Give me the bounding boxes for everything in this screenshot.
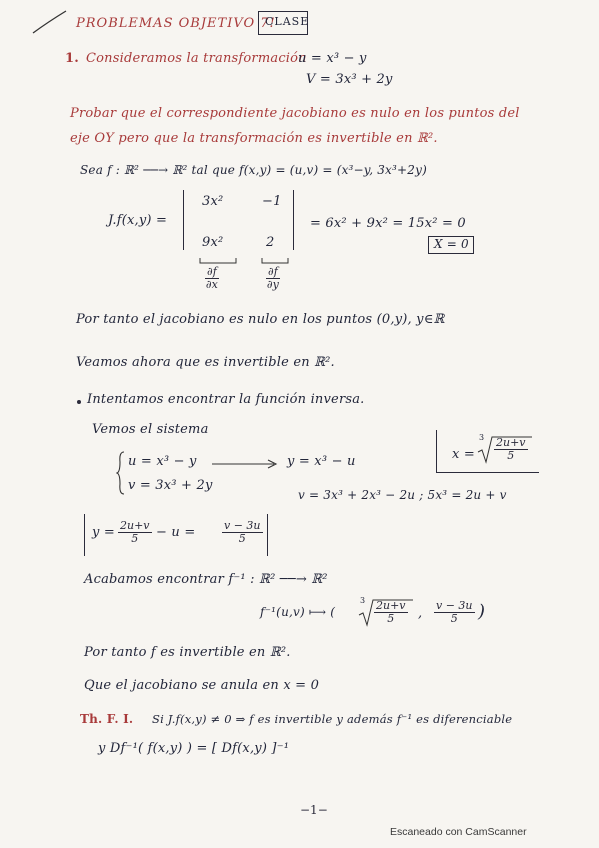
- matrix-a22: 2: [266, 235, 275, 250]
- equation-u: u = x³ − y: [298, 51, 367, 66]
- substitution-line: v = 3x³ + 2x³ − 2u ; 5x³ = 2u + v: [298, 488, 507, 502]
- y-result-label: y =: [92, 525, 115, 540]
- matrix-right-bar: [293, 190, 294, 250]
- theorem-text-2: y Df⁻¹( f(x,y) ) = [ Df(x,y) ]⁻¹: [98, 741, 290, 756]
- matrix-a12: −1: [262, 194, 282, 209]
- partial-y-numerator: ∂f: [268, 265, 278, 278]
- y-result-middle: − u =: [156, 525, 196, 540]
- partial-x-numerator: ∂f: [207, 265, 217, 278]
- y-result-fraction-1: [118, 520, 152, 545]
- system-v: v = 3x³ + 2y: [128, 478, 213, 493]
- x-result-fraction: [494, 437, 528, 462]
- inverse-numerator-2: v − 3u: [436, 599, 473, 612]
- system-brace-icon: [116, 450, 126, 496]
- invertible-intro: Veamos ahora que es invertible en ℝ².: [76, 355, 335, 370]
- system-u: u = x³ − y: [128, 454, 197, 469]
- x-result-label: x =: [452, 447, 475, 462]
- inverse-root-index: 3: [360, 596, 366, 605]
- x-zero-value: X = 0: [434, 237, 469, 251]
- equation-v: V = 3x³ + 2y: [306, 72, 393, 87]
- brace-under-col1-icon: [198, 256, 238, 266]
- inverse-fraction-1: [374, 600, 408, 625]
- matrix-left-bar: [183, 190, 184, 250]
- y-result-numerator-1: 2u+v: [120, 519, 150, 532]
- scanner-footer: Escaneado con CamScanner: [390, 826, 527, 838]
- bullet-find-inverse: Intentamos encontrar la función inversa.: [87, 392, 365, 407]
- bullet-dot-icon: [77, 400, 81, 404]
- y-result-denominator-2: 5: [238, 532, 246, 545]
- inverse-numerator-1: 2u+v: [376, 599, 406, 612]
- conclusion-jacobian-vanishes: Que el jacobiano se anula en x = 0: [84, 678, 320, 693]
- statement-line-2: eje OY pero que la transformación es invertible en ℝ².: [70, 131, 438, 146]
- y-result-denominator-1: 5: [131, 532, 139, 545]
- inverse-found: Acabamos encontrar f⁻¹ : ℝ² ──→ ℝ²: [84, 572, 328, 587]
- clase-tag: CLASE: [265, 15, 310, 28]
- partial-x-denominator: ∂x: [205, 278, 218, 291]
- page-title: PROBLEMAS OBJETIVO 7!: [76, 16, 276, 31]
- inverse-denominator-1: 5: [387, 612, 395, 625]
- jacobian-label: J.f(x,y) =: [108, 213, 168, 228]
- inverse-comma: ,: [418, 606, 423, 621]
- arrow-right-icon: [210, 459, 280, 469]
- page-number: −1−: [300, 803, 328, 817]
- inverse-denominator-2: 5: [450, 612, 458, 625]
- inverse-close-paren: ): [478, 601, 486, 622]
- matrix-a11: 3x²: [202, 194, 224, 209]
- problem-number: 1.: [65, 51, 79, 66]
- matrix-a21: 9x²: [202, 235, 224, 250]
- determinant-result: = 6x² + 9x² = 15x² = 0: [310, 216, 466, 231]
- theorem-text: Si J.f(x,y) ≠ 0 ⇒ f es invertible y además f⁻¹ es diferenciable: [152, 712, 513, 726]
- y-isolated: y = x³ − u: [287, 454, 356, 469]
- bullet-system: Vemos el sistema: [92, 422, 209, 437]
- partial-y-fraction: [266, 266, 280, 291]
- theorem-label: Th. F. I.: [80, 712, 134, 726]
- sea-definition: Sea f : ℝ² ──→ ℝ² tal que f(x,y) = (u,v) = (x³−y, 3x³+2y): [80, 163, 427, 177]
- inverse-fraction-2: [434, 600, 475, 625]
- statement-line-1: Probar que el correspondiente jacobiano es nulo en los puntos del: [70, 106, 520, 121]
- inverse-map-left: f⁻¹(u,v) ⟼ (: [260, 605, 336, 619]
- x-root-index: 3: [479, 433, 485, 442]
- x-result-numerator: 2u+v: [496, 436, 526, 449]
- partial-x-fraction: [205, 266, 219, 291]
- problem-intro: Consideramos la transformación: [86, 51, 307, 66]
- x-result-denominator: 5: [507, 449, 515, 462]
- partial-y-denominator: ∂y: [266, 278, 279, 291]
- y-result-fraction-2: [222, 520, 263, 545]
- conclusion-invertible: Por tanto f es invertible en ℝ².: [84, 645, 291, 660]
- pen-stroke-icon: [30, 8, 70, 38]
- y-result-numerator-2: v − 3u: [224, 519, 261, 532]
- conclusion-jacobian-null: Por tanto el jacobiano es nulo en los puntos (0,y), y∈ℝ: [76, 312, 445, 327]
